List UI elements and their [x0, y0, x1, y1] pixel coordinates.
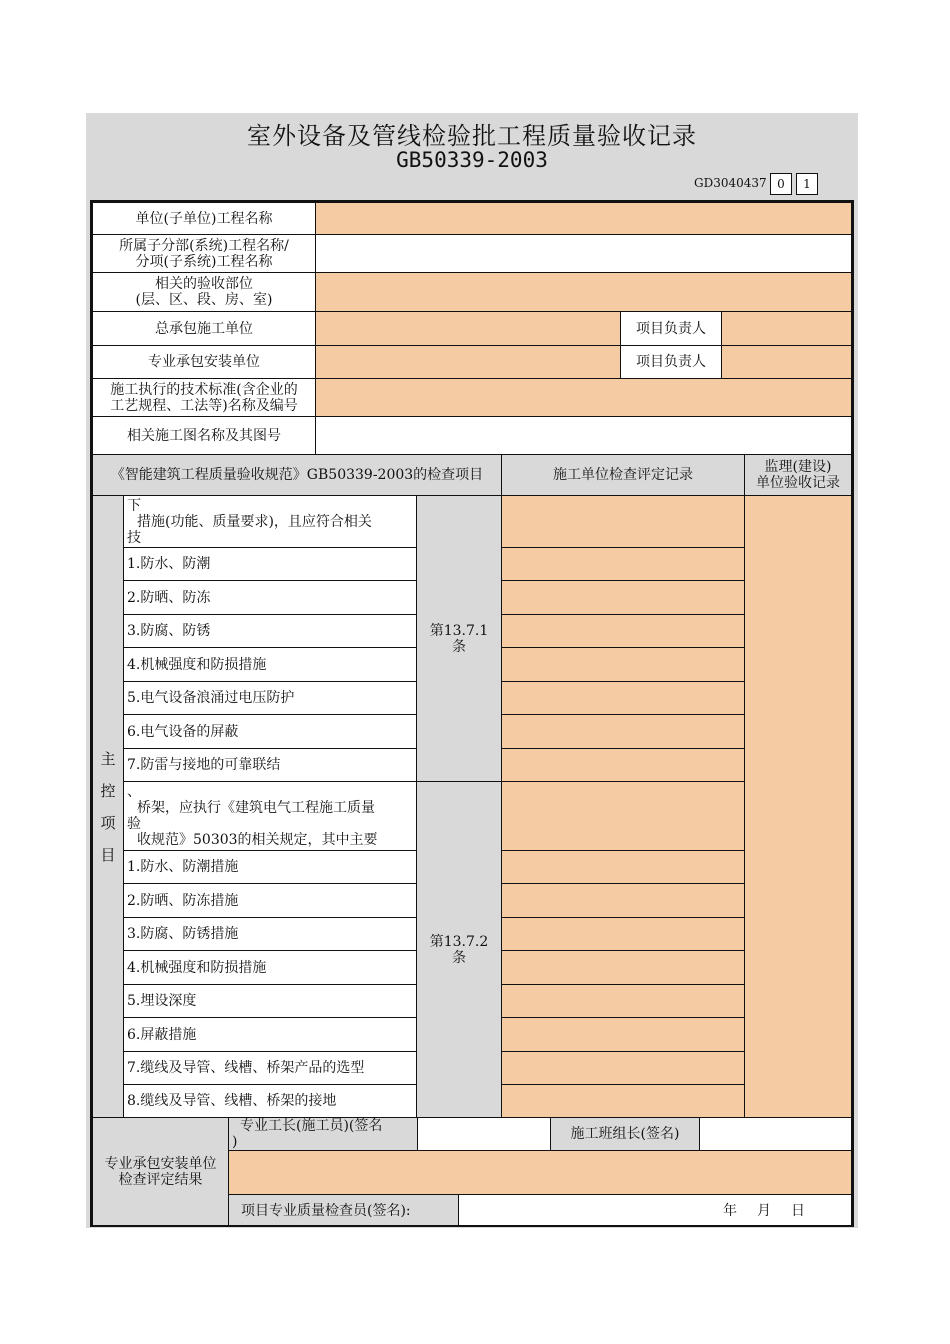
- group2-intro-line2: 桥架，应执行《建筑电气工程施工质量: [137, 800, 375, 816]
- group2-item: 5.埋设深度: [123, 984, 417, 1018]
- drawing-label: 相关施工图名称及其图号: [92, 416, 316, 455]
- group1-record-cell[interactable]: [501, 547, 745, 581]
- group1-intro: [123, 495, 417, 548]
- inspector-date-field[interactable]: [458, 1194, 852, 1227]
- group2-item: 7.缆线及导管、线槽、桥架产品的选型: [123, 1051, 417, 1085]
- group1-item: 4.机械强度和防损措施: [123, 647, 417, 682]
- group1-record-cell[interactable]: [501, 495, 745, 548]
- team-leader-signature-field[interactable]: [699, 1117, 852, 1151]
- supervision-header: [744, 454, 852, 496]
- group1-intro-line1: 下: [127, 497, 141, 514]
- form-code-box-1[interactable]: 0: [770, 173, 792, 195]
- acceptance-part-field[interactable]: [315, 272, 852, 312]
- group2-record-cell[interactable]: [501, 950, 745, 985]
- group1-record-cell[interactable]: [501, 614, 745, 648]
- main-control-char-2: 控: [100, 781, 116, 800]
- general-contractor-field[interactable]: [315, 311, 621, 346]
- foreman-label-line2: ): [232, 1134, 238, 1150]
- drawing-field[interactable]: [315, 416, 852, 455]
- group1-record-cell[interactable]: [501, 681, 745, 715]
- foreman-signature-field[interactable]: [417, 1117, 551, 1151]
- foreman-label-line1: 专业工长(施工员)(签名: [240, 1118, 383, 1134]
- group2-clause-line2: 条: [452, 949, 466, 966]
- group1-record-cell[interactable]: [501, 647, 745, 682]
- group1-clause-line1: 第13.7.1: [429, 622, 489, 639]
- group2-record-cell[interactable]: [501, 883, 745, 918]
- main-control-label: [92, 495, 124, 1118]
- group1-item: 5.电气设备浪涌过电压防护: [123, 681, 417, 715]
- subdivision-label-line1: 所属子分部(系统)工程名称/: [119, 237, 289, 254]
- group1-item: 2.防晒、防冻: [123, 580, 417, 615]
- group2-item: 1.防水、防潮措施: [123, 850, 417, 884]
- group1-clause: [416, 495, 502, 782]
- group1-intro-line2: 措施(功能、质量要求)，且应符合相关: [137, 513, 372, 530]
- group1-record-cell[interactable]: [501, 748, 745, 782]
- acceptance-part-line2: (层、区、段、房、室): [135, 292, 273, 308]
- team-leader-label: 施工班组长(签名): [550, 1117, 700, 1151]
- group2-intro-line4: 收规范》50303的相关规定，其中主要: [137, 832, 378, 848]
- group2-item: 3.防腐、防锈措施: [123, 917, 417, 951]
- group2-record-cell[interactable]: [501, 1051, 745, 1085]
- group2-record-cell[interactable]: [501, 850, 745, 884]
- acceptance-part-label: [92, 272, 316, 312]
- date-day: 日: [791, 1202, 805, 1219]
- group1-item: 3.防腐、防锈: [123, 614, 417, 648]
- main-control-char-4: 目: [100, 845, 116, 864]
- group1-intro-line3: 技: [127, 529, 141, 546]
- standard-code: GB50339-2003: [396, 148, 548, 172]
- result-label-line2: 检查评定结果: [118, 1172, 203, 1188]
- subdivision-label: [92, 234, 316, 273]
- form-code: GD3040437: [694, 176, 767, 190]
- form-title: 室外设备及管线检验批工程质量验收记录: [247, 122, 697, 150]
- group2-clause-line1: 第13.7.2: [429, 933, 489, 950]
- group2-intro-line1: 、: [127, 784, 141, 800]
- main-control-char-1: 主: [100, 749, 116, 768]
- special-contractor-label: 专业承包安装单位: [92, 345, 316, 379]
- group2-record-cell[interactable]: [501, 917, 745, 951]
- group2-item: 2.防晒、防冻措施: [123, 883, 417, 918]
- group2-item: 8.缆线及导管、线槽、桥架的接地: [123, 1084, 417, 1118]
- unit-project-field[interactable]: [315, 202, 852, 235]
- inspector-label: 项目专业质量检查员(签名):: [228, 1194, 459, 1227]
- result-label: [92, 1117, 229, 1227]
- group2-intro-line3: 验: [127, 816, 141, 832]
- technical-standard-line2: 工艺规程、工法等)名称及编号: [110, 397, 298, 414]
- group2-item: 6.屏蔽措施: [123, 1017, 417, 1052]
- group1-item: 7.防雷与接地的可靠联结: [123, 748, 417, 782]
- technical-standard-line1: 施工执行的技术标准(含企业的: [110, 381, 298, 398]
- supervision-header-line2: 单位验收记录: [756, 475, 840, 491]
- group2-item: 4.机械强度和防损措施: [123, 950, 417, 985]
- technical-standard-field[interactable]: [315, 378, 852, 417]
- form-code-box-2[interactable]: 1: [796, 173, 818, 195]
- group2-record-cell[interactable]: [501, 984, 745, 1018]
- check-items-header: 《智能建筑工程质量验收规范》GB50339-2003的检查项目: [92, 454, 502, 496]
- result-label-line1: 专业承包安装单位: [104, 1156, 217, 1172]
- group1-item: 1.防水、防潮: [123, 547, 417, 581]
- group1-clause-line2: 条: [452, 638, 466, 655]
- construction-record-header: 施工单位检查评定记录: [501, 454, 745, 496]
- group2-intro: [123, 781, 417, 851]
- project-leader-field[interactable]: [721, 311, 852, 346]
- date-year: 年: [723, 1202, 737, 1219]
- group1-record-cell[interactable]: [501, 580, 745, 615]
- group2-record-cell[interactable]: [501, 1084, 745, 1118]
- foreman-label: [228, 1117, 418, 1151]
- unit-project-label: 单位(子单位)工程名称: [92, 202, 316, 235]
- result-field[interactable]: [228, 1150, 852, 1195]
- group2-record-cell[interactable]: [501, 1017, 745, 1052]
- general-contractor-label: 总承包施工单位: [92, 311, 316, 346]
- project-leader-field-2[interactable]: [721, 345, 852, 379]
- group1-item: 6.电气设备的屏蔽: [123, 714, 417, 749]
- date-month: 月: [757, 1202, 771, 1219]
- project-leader-label: 项目负责人: [620, 311, 722, 346]
- main-control-char-3: 项: [100, 813, 116, 832]
- supervision-header-line1: 监理(建设): [764, 459, 832, 475]
- group1-record-cell[interactable]: [501, 714, 745, 749]
- project-leader-label-2: 项目负责人: [620, 345, 722, 379]
- supervision-record-cell[interactable]: [744, 495, 852, 1118]
- technical-standard-label: [92, 378, 316, 417]
- group2-clause: [416, 781, 502, 1118]
- special-contractor-field[interactable]: [315, 345, 621, 379]
- subdivision-field[interactable]: [315, 234, 852, 273]
- acceptance-part-line1: 相关的验收部位: [155, 276, 253, 292]
- subdivision-label-line2: 分项(子系统)工程名称: [135, 253, 273, 270]
- group2-record-cell[interactable]: [501, 781, 745, 851]
